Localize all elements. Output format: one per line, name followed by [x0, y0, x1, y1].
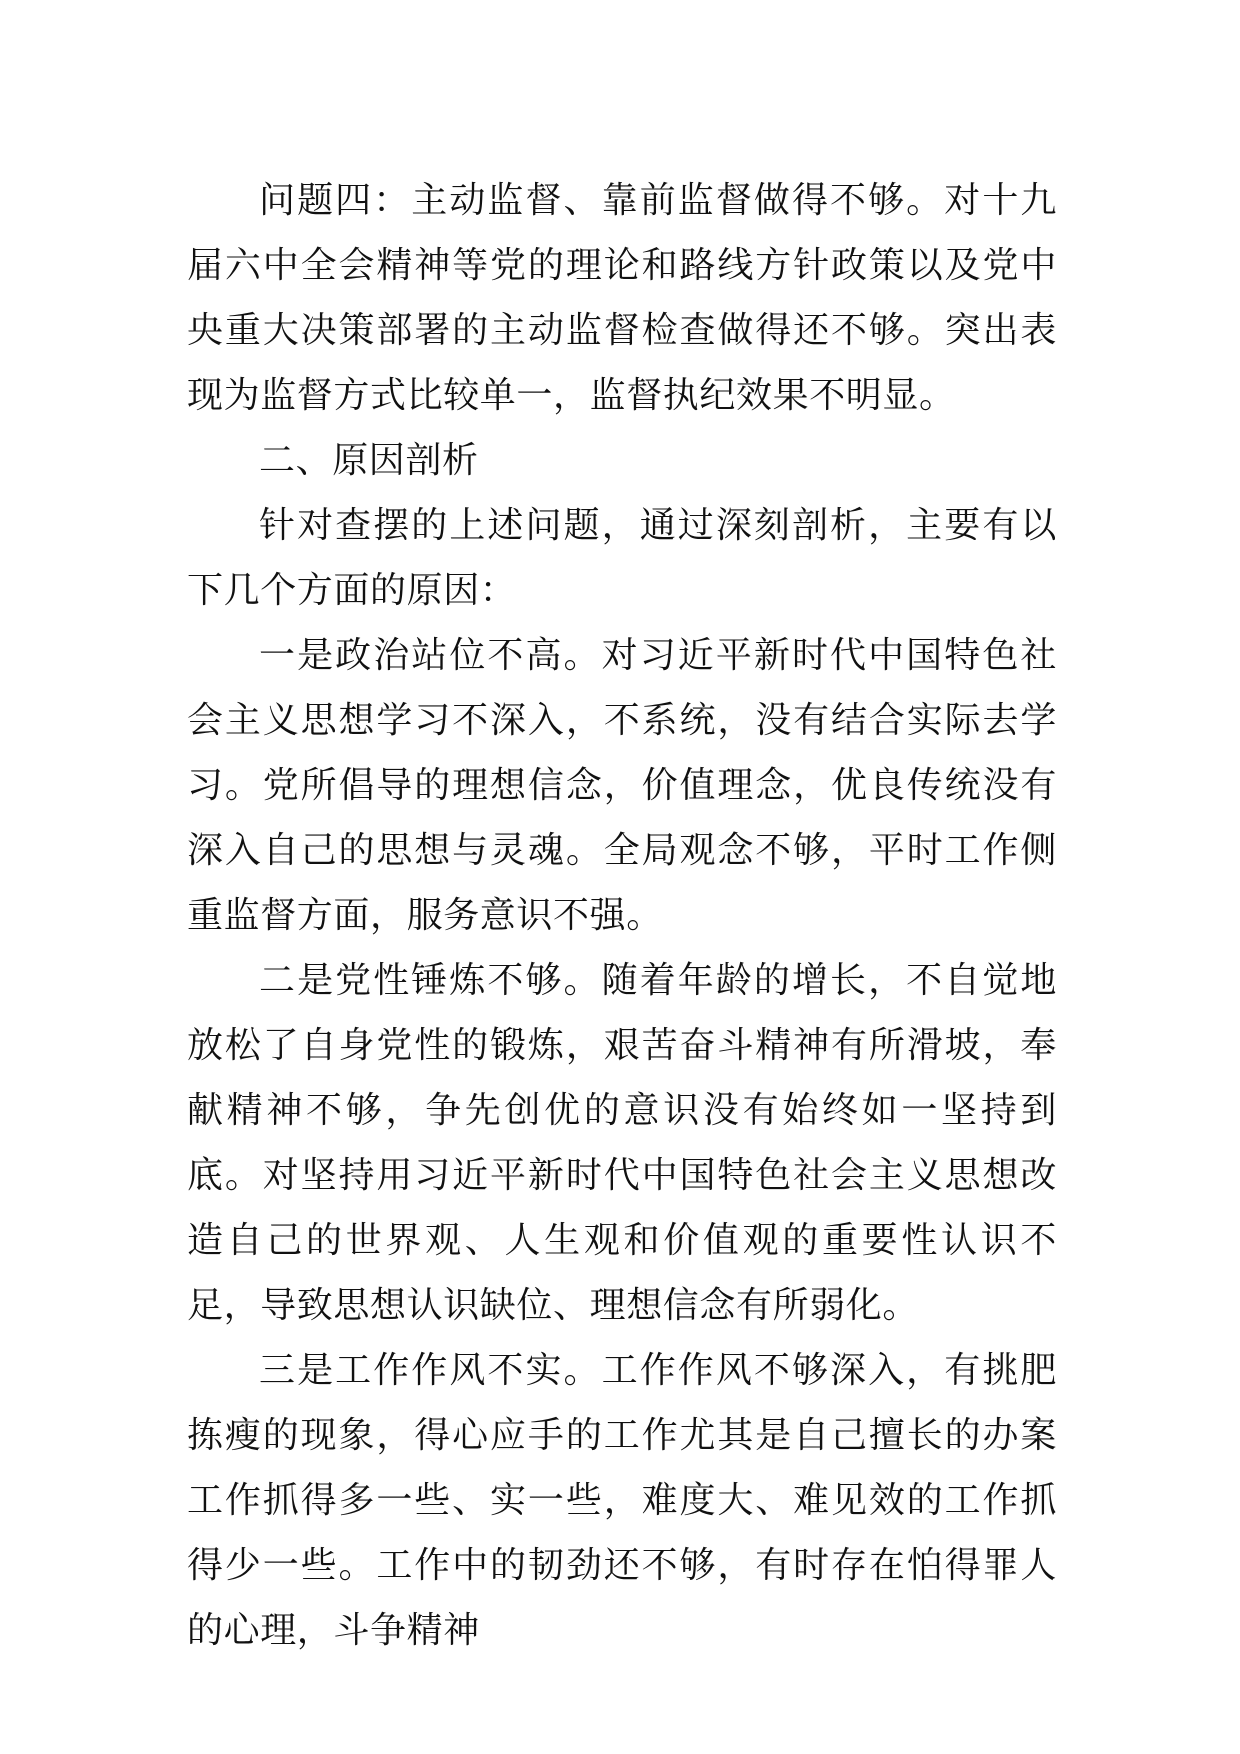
- paragraph-cause-party-spirit: 二是党性锤炼不够。随着年龄的增长，不自觉地放松了自身党性的锻炼，艰苦奋斗精神有所滑坡，奉献精神不够，争先创优的意识没有始终如一坚持到底。对坚持用习近平新时代中国特色社会主义思想改造自己的世界观、人生观和价值观的重要性认识不足，导致思想认识缺位、理想信念有所弱化。: [187, 960, 1057, 1326]
- paragraph-intro-causes: 针对查摆的上述问题，通过深刻剖析，主要有以下几个方面的原因：: [187, 505, 1057, 611]
- paragraph-problem-four: 问题四：主动监督、靠前监督做得不够。对十九届六中全会精神等党的理论和路线方针政策以及党中央重大决策部署的主动监督检查做得还不够。突出表现为监督方式比较单一，监督执纪效果不明显。: [187, 180, 1057, 416]
- section-heading-cause-analysis: 二、原因剖析: [259, 440, 479, 481]
- paragraph-cause-work-style: 三是工作作风不实。工作作风不够深入，有挑肥拣瘦的现象，得心应手的工作尤其是自己擅长的办案工作抓得多一些、实一些，难度大、难见效的工作抓得少一些。工作中的韧劲还不够，有时存在怕得罪人的心理，斗争精神: [187, 1350, 1057, 1651]
- paragraph-cause-political: 一是政治站位不高。对习近平新时代中国特色社会主义思想学习不深入，不系统，没有结合实际去学习。党所倡导的理想信念，价值理念，优良传统没有深入自己的思想与灵魂。全局观念不够，平时工作侧重监督方面，服务意识不强。: [187, 635, 1057, 936]
- document-page: [187, 168, 1057, 1663]
